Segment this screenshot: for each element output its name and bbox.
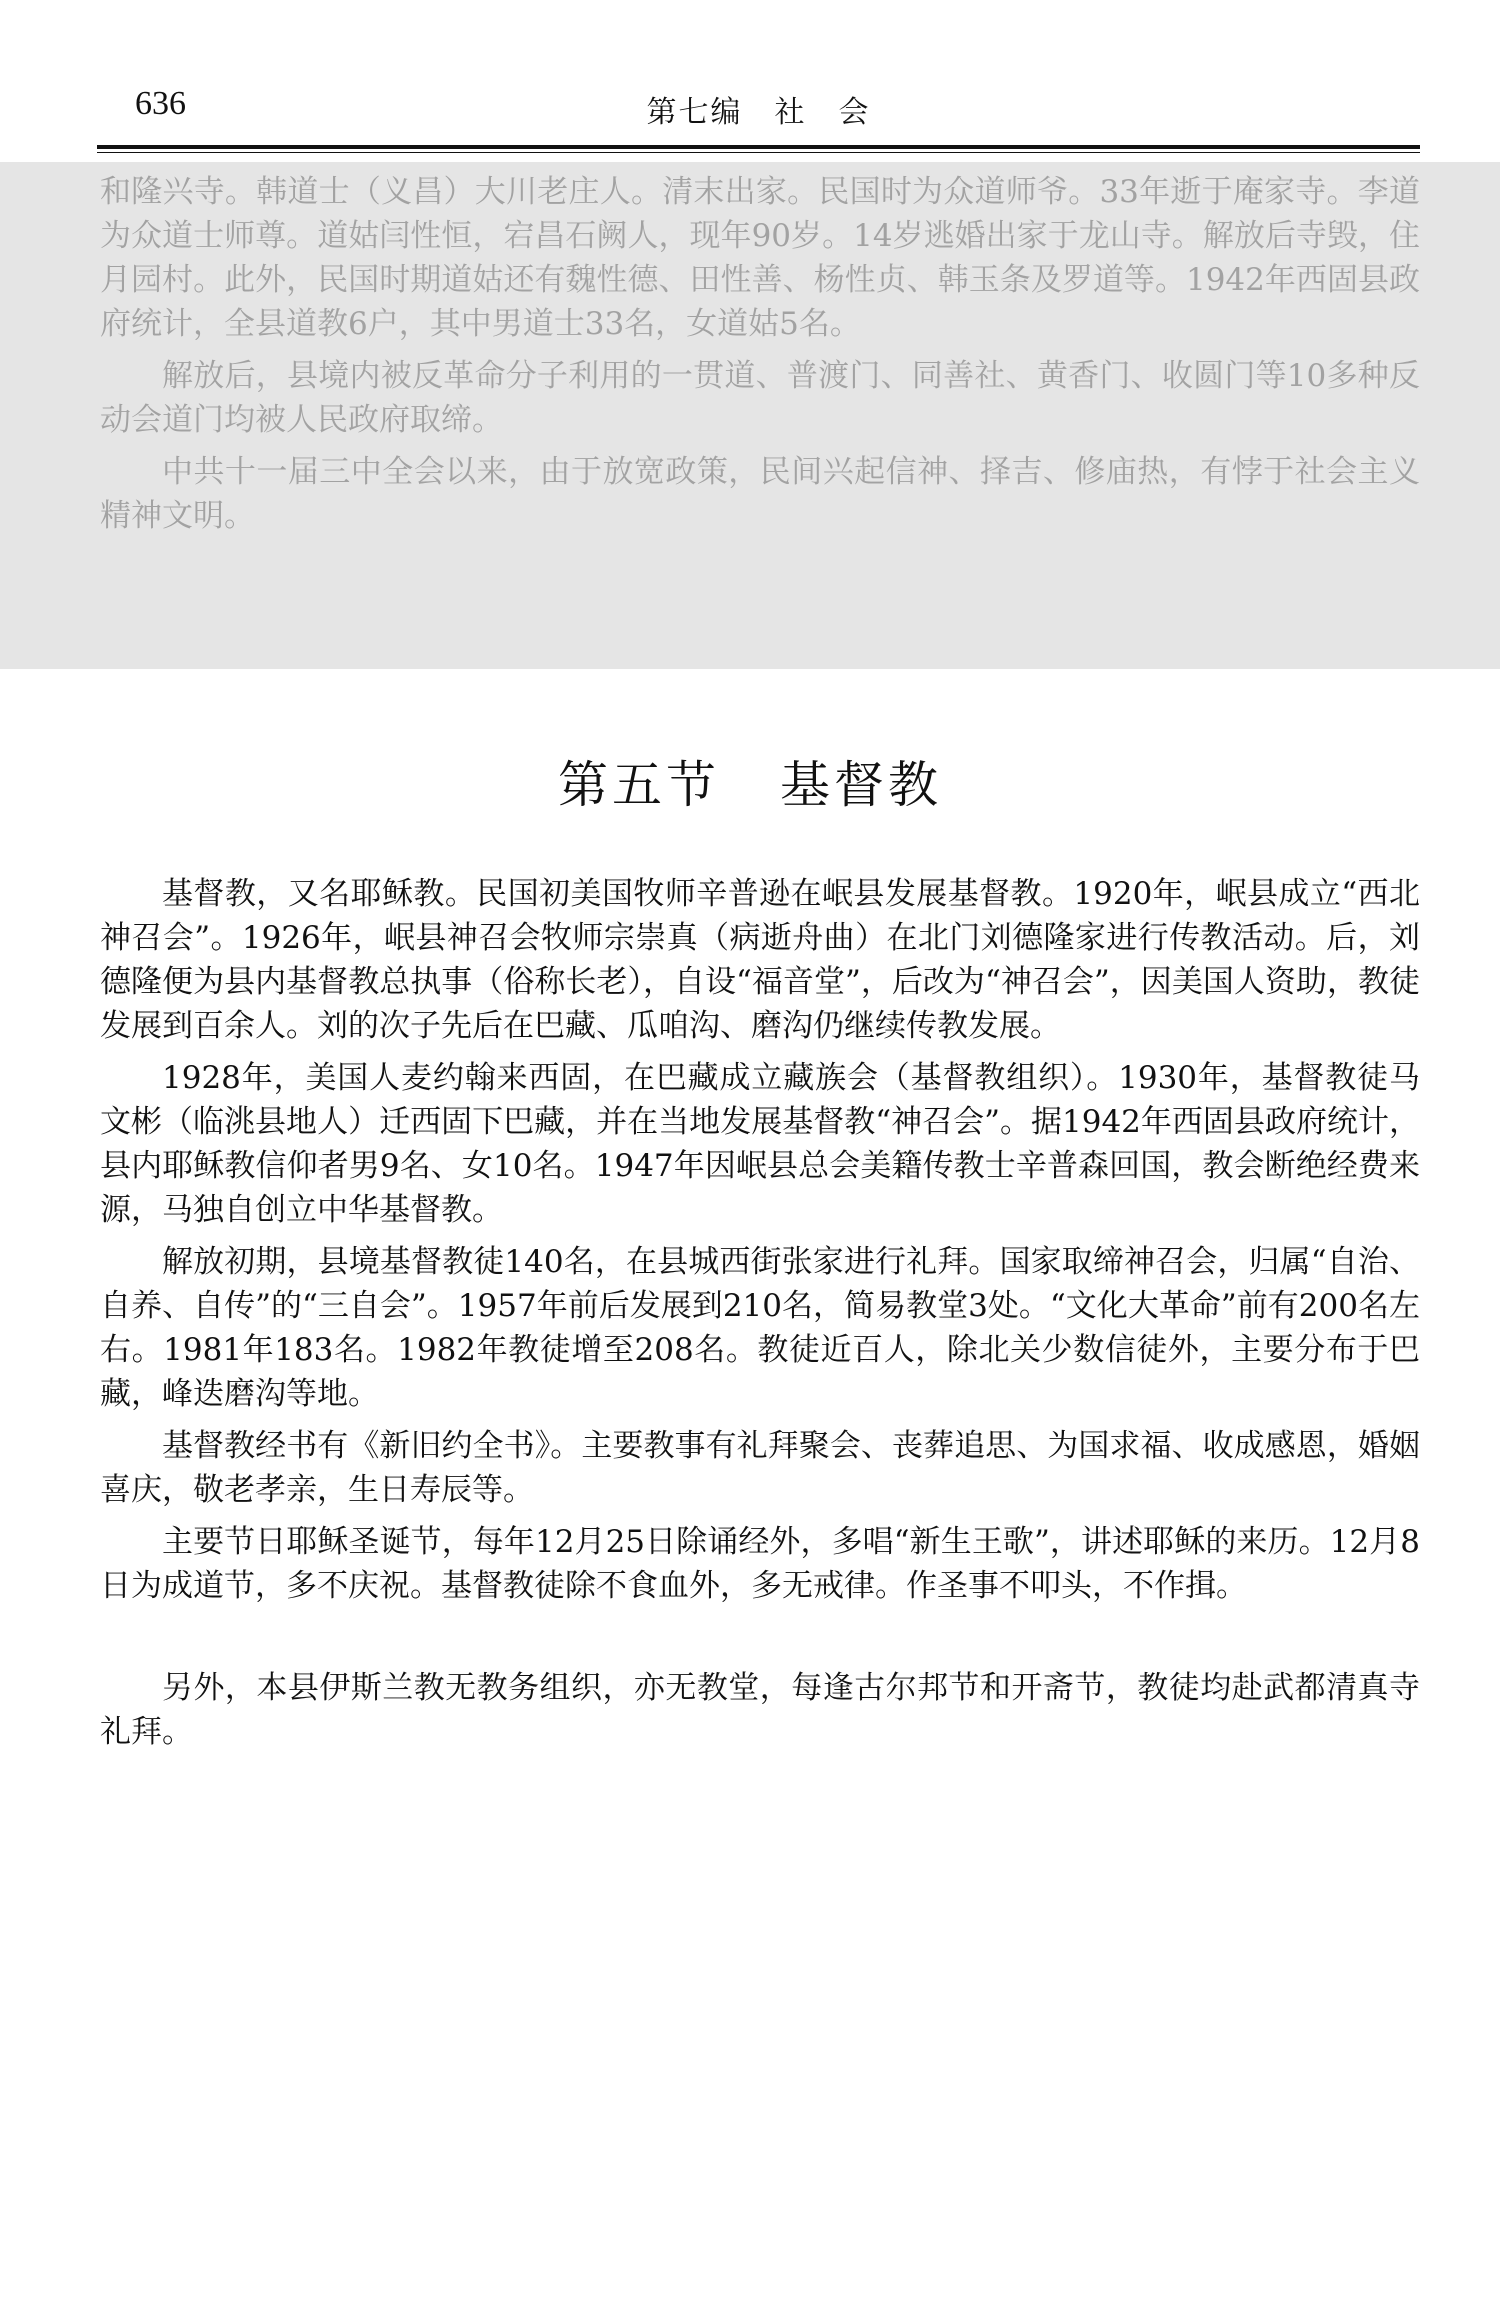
section-label: 第五节 [558, 756, 720, 814]
paragraph: 1928年，美国人麦约翰来西固，在巴藏成立藏族会（基督教组织）。1930年，基督教徒马文彬（临洮县地人）迁西固下巴藏，并在当地发展基督教“神召会”。据1942年西固县政府统计，县内耶稣教信仰者男9名、女10名。1947年因岷县总会美籍传教士辛普森回国，教会断绝经费来源，马独自创立中华基督教。 [100, 1060, 1420, 1228]
paragraph: 基督教，又名耶稣教。民国初美国牧师辛普逊在岷县发展基督教。1920年，岷县成立“西北神召会”。1926年，岷县神召会牧师宗崇真（病逝舟曲）在北门刘德隆家进行传教活动。后，刘德隆便为县内基督教总执事（俗称长老），自设“福音堂”，后改为“神召会”，因美国人资助，教徒发展到百余人。刘的次子先后在巴藏、瓜咱沟、磨沟仍继续传教发展。 [100, 876, 1420, 1044]
paragraph: 基督教经书有《新旧约全书》。主要教事有礼拜聚会、丧葬追思、为国求福、收成感恩，婚姻喜庆，敬老孝亲，生日寿辰等。 [100, 1428, 1420, 1508]
paragraph: 主要节日耶稣圣诞节，每年12月25日除诵经外，多唱“新生王歌”，讲述耶稣的来历。12月8日为成道节，多不庆祝。基督教徒除不食血外，多无戒律。作圣事不叩头，不作揖。 [100, 1524, 1420, 1604]
paragraph: 另外，本县伊斯兰教无教务组织，亦无教堂，每逢古尔邦节和开斋节，教徒均赴武都清真寺礼拜。 [100, 1670, 1420, 1750]
body-text [100, 872, 1420, 1762]
header-rule-thin [97, 152, 1420, 153]
header-rule [97, 145, 1420, 149]
faded-paragraph: 中共十一届三中全会以来，由于放宽政策，民间兴起信神、择吉、修庙热，有悖于社会主义精神文明。 [100, 454, 1420, 534]
faded-paragraph: 和隆兴寺。韩道士（义昌）大川老庄人。清末出家。民国时为众道师爷。33年逝于庵家寺。李道为众道士师尊。道姑闫性恒，宕昌石阙人，现年90岁。14岁逃婚出家于龙山寺。解放后寺毁，住月园村。此外，民国时期道姑还有魏性德、田性善、杨性贞、韩玉条及罗道等。1942年西固县政府统计，全县道教6户，其中男道士33名，女道姑5名。 [100, 174, 1420, 342]
faded-text-block [100, 170, 1420, 546]
paragraph: 解放初期，县境基督教徒140名，在县城西街张家进行礼拜。国家取缔神召会，归属“自治、自养、自传”的“三自会”。1957年前后发展到210名，简易教堂3处。“文化大革命”前有200名左右。1981年183名。1982年教徒增至208名。教徒近百人，除北关少数信徒外，主要分布于巴藏，峰迭磨沟等地。 [100, 1244, 1420, 1412]
running-head: 第七编 社 会 [646, 95, 871, 130]
faded-paragraph: 解放后，县境内被反革命分子利用的一贯道、普渡门、同善社、黄香门、收圆门等10多种反动会道门均被人民政府取缔。 [100, 358, 1420, 438]
page-header [97, 85, 1420, 141]
section-name: 基督教 [780, 756, 942, 814]
section-title [0, 745, 1500, 817]
page-number: 636 [135, 85, 186, 122]
